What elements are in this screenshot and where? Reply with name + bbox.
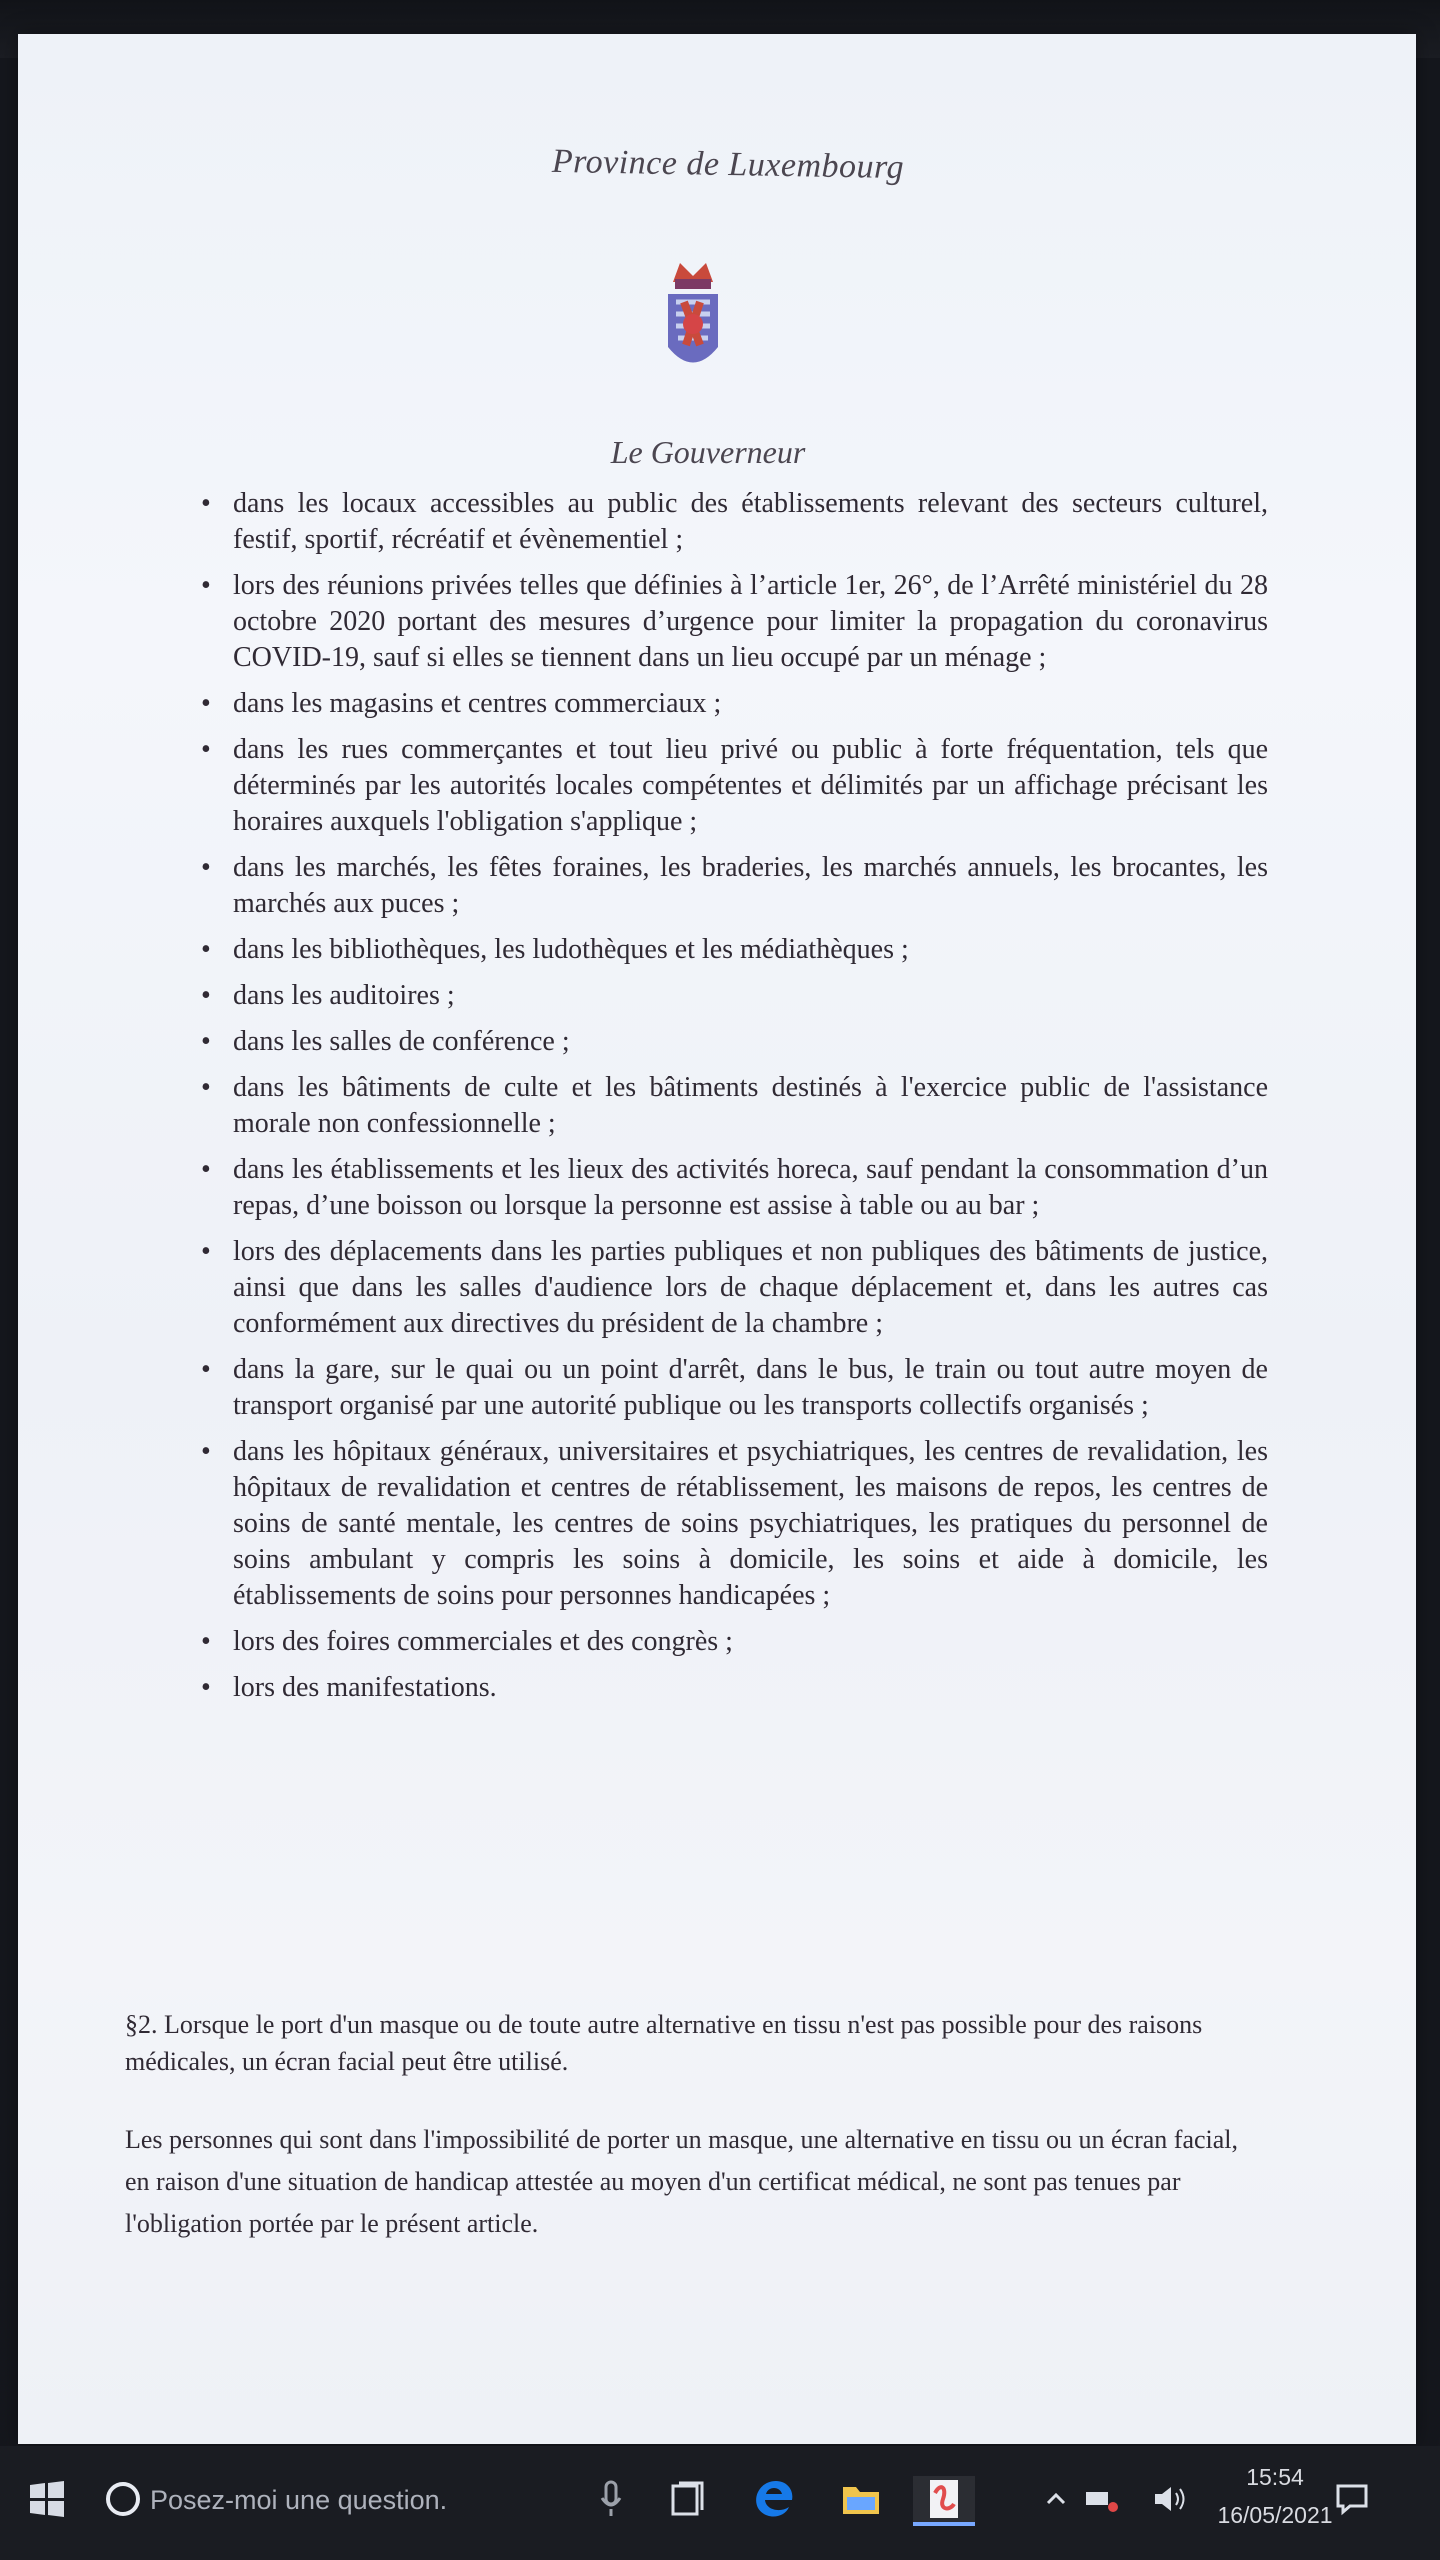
list-item	[183, 732, 1268, 840]
notification-icon[interactable]	[1332, 2476, 1372, 2522]
list-item	[183, 1624, 1268, 1660]
list-item-text: dans les marchés, les fêtes foraines, les braderies, les marchés annuels, les brocantes, les marchés aux puces ;	[233, 852, 1268, 919]
list-item-text: dans la gare, sur le quai ou un point d'arrêt, dans le bus, le train ou tout autre moyen de transport organisé par une autorité publique ou les transports collectifs organisés ;	[233, 1354, 1268, 1421]
list-item-text: dans les bâtiments de culte et les bâtiments destinés à l'exercice public de l'assistance morale non confessionnelle ;	[233, 1072, 1268, 1139]
regulation-bullet-list	[183, 486, 1268, 1716]
list-item	[183, 1024, 1268, 1060]
list-item-text: lors des manifestations.	[233, 1672, 497, 1703]
bullet-icon: •	[201, 1072, 211, 1103]
list-item	[183, 1670, 1268, 1706]
list-item-text: dans les bibliothèques, les ludothèques et les médiathèques ;	[233, 934, 909, 965]
bullet-icon: •	[201, 1436, 211, 1467]
section-2-paragraph: §2. Lorsque le port d'un masque ou de toute autre alternative en tissu n'est pas possible pour des raisons médicales, un écran facial peut être utilisé.	[125, 2010, 1203, 2076]
bullet-icon: •	[201, 734, 211, 765]
list-item-text: dans les hôpitaux généraux, universitaires et psychiatriques, les centres de revalidation, les hôpitaux de revalidation et centres de rétablissement, les maisons de repos, les centres de soins de santé mentale, les centres de soins psychiatriques, les pratiques du personnel de soins ambulant y compris les soins à domicile, les soins et aide à domicile, les établissements de soins pour personnes handicapées ;	[233, 1436, 1268, 1611]
taskbar-clock-date[interactable]: 16/05/2021	[1217, 2502, 1333, 2528]
volume-icon[interactable]	[1150, 2476, 1190, 2522]
list-item	[183, 978, 1268, 1014]
list-item	[183, 686, 1268, 722]
bullet-icon: •	[201, 688, 211, 719]
list-item	[183, 1070, 1268, 1142]
windows-taskbar	[0, 2446, 1440, 2560]
bullet-icon: •	[201, 570, 211, 601]
list-item	[183, 1434, 1268, 1614]
taskbar-search-input[interactable]: Posez-moi une question.	[150, 2485, 448, 2515]
list-item-text: dans les rues commerçantes et tout lieu privé ou public à forte fréquentation, tels que déterminés par les autorités locales compétentes et délimités par un affichage précisant les horaires auxquels l'obligation s'applique ;	[233, 734, 1268, 837]
pdf-app-icon[interactable]	[913, 2476, 975, 2526]
file-explorer-icon[interactable]	[833, 2476, 889, 2522]
bullet-icon: •	[201, 1236, 211, 1267]
list-item	[183, 568, 1268, 676]
tray-expand-icon	[1044, 2487, 1068, 2511]
list-item-text: dans les magasins et centres commerciaux ;	[233, 688, 722, 719]
list-item-text: dans les établissements et les lieux des activités horeca, sauf pendant la consommation d’un repas, d’une boisson ou lorsque la personne est assise à table ou au bar ;	[233, 1154, 1268, 1221]
cortana-icon[interactable]	[100, 2476, 146, 2522]
bullet-icon: •	[201, 980, 211, 1011]
list-item	[183, 1152, 1268, 1224]
province-heading: Province de Luxembourg	[551, 142, 905, 187]
list-item-text: lors des foires commerciales et des congrès ;	[233, 1626, 733, 1657]
list-item	[183, 1352, 1268, 1424]
list-item-text: dans les auditoires ;	[233, 980, 455, 1011]
microphone-shape-icon	[597, 2479, 625, 2519]
list-item	[183, 486, 1268, 558]
speaker-icon	[1151, 2482, 1189, 2516]
governor-heading: Le Gouverneur	[610, 434, 806, 470]
list-item	[183, 932, 1268, 968]
coat-of-arms-icon	[658, 254, 728, 384]
folder-icon	[839, 2479, 883, 2519]
bullet-icon: •	[201, 852, 211, 883]
bullet-icon: •	[201, 934, 211, 965]
edge-browser-icon	[749, 2475, 797, 2523]
task-view-shape-icon	[667, 2479, 707, 2519]
list-item-text: lors des réunions privées telles que définies à l’article 1er, 26°, de l’Arrêté ministériel du 28 octobre 2020 portant des mesures d’urgence pour limiter la propagation du coronavirus COVID-19, sauf si elles se tiennent dans un lieu occupé par un ménage ;	[233, 570, 1268, 673]
bullet-icon: •	[201, 1626, 211, 1657]
chevron-up-icon[interactable]	[1042, 2476, 1070, 2522]
taskbar-clock-time[interactable]: 15:54	[1246, 2464, 1304, 2490]
bullet-icon: •	[201, 1026, 211, 1057]
bullet-icon: •	[201, 1154, 211, 1185]
list-item	[183, 850, 1268, 922]
action-center-icon	[1333, 2481, 1371, 2517]
windows-start-icon[interactable]	[18, 2476, 76, 2522]
list-item-text: dans les locaux accessibles au public des établissements relevant des secteurs culturel, festif, sportif, récréatif et évènementiel ;	[233, 488, 1268, 555]
bullet-icon: •	[201, 488, 211, 519]
bullet-icon: •	[201, 1672, 211, 1703]
edge-icon[interactable]	[745, 2476, 801, 2522]
task-view-icon[interactable]	[665, 2476, 709, 2522]
list-item-text: lors des déplacements dans les parties publiques et non publiques des bâtiments de justice, ainsi que dans les salles d'audience lors de chaque déplacement et, dans les autres cas conformément aux directives du président de la chambre ;	[233, 1236, 1268, 1339]
list-item	[183, 1234, 1268, 1342]
pdf-document-icon	[923, 2477, 965, 2521]
list-item-text: dans les salles de conférence ;	[233, 1026, 570, 1057]
exception-paragraph: Les personnes qui sont dans l'impossibilité de porter un masque, une alternative en tissu ou un écran facial, en raison d'une situation de handicap attestée au moyen d'un certificat médical, ne sont pas tenues par l'obligation portée par le présent article.	[125, 2125, 1239, 2238]
bullet-icon: •	[201, 1354, 211, 1385]
windows-logo-icon	[28, 2480, 66, 2518]
cortana-circle-icon	[104, 2480, 142, 2518]
document-page	[18, 34, 1416, 2444]
microphone-icon[interactable]	[595, 2476, 627, 2522]
network-status-icon	[1083, 2484, 1121, 2514]
network-icon[interactable]	[1082, 2476, 1122, 2522]
